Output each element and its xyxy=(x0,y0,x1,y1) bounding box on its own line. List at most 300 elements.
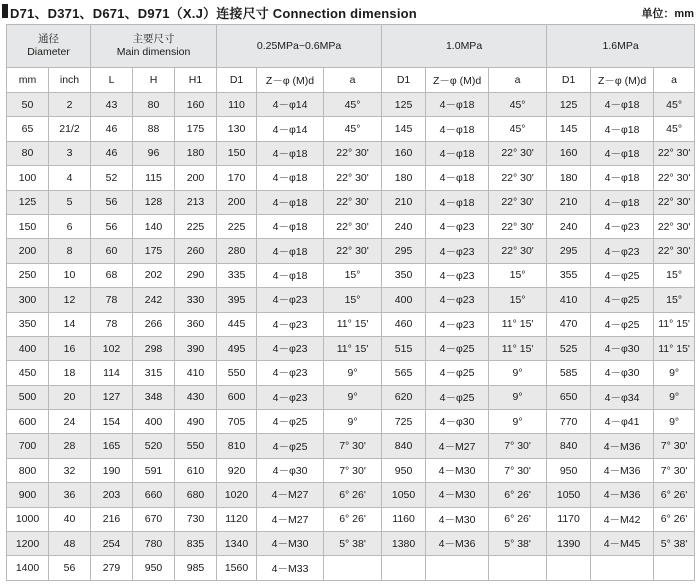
table-cell: 56 xyxy=(49,556,91,580)
table-cell: 6° 26' xyxy=(654,483,695,507)
table-cell: 22° 30' xyxy=(489,141,547,165)
table-cell: 900 xyxy=(7,483,49,507)
table-cell: 4－φ18 xyxy=(257,239,324,263)
table-cell: 395 xyxy=(217,288,257,312)
table-cell: 4－φ18 xyxy=(426,166,489,190)
table-cell: 800 xyxy=(7,458,49,482)
table-cell: 22° 30' xyxy=(654,141,695,165)
table-cell: 11° 15' xyxy=(324,336,382,360)
table-cell: 2 xyxy=(49,93,91,117)
table-cell: 4－φ30 xyxy=(591,361,654,385)
table-cell: 4－φ34 xyxy=(591,385,654,409)
table-cell: 4－φ18 xyxy=(257,190,324,214)
table-cell: 4－φ14 xyxy=(257,117,324,141)
table-cell: 125 xyxy=(547,93,591,117)
table-cell: 780 xyxy=(133,532,175,556)
table-cell: 4－φ14 xyxy=(257,93,324,117)
column-header: Z－φ (M)d xyxy=(426,68,489,93)
table-cell: 32 xyxy=(49,458,91,482)
table-cell: 240 xyxy=(382,214,426,238)
column-header: D1 xyxy=(382,68,426,93)
table-cell: 4－φ23 xyxy=(426,312,489,336)
table-cell: 56 xyxy=(91,214,133,238)
table-row xyxy=(7,214,695,238)
column-header: a xyxy=(654,68,695,93)
table-cell: 21/2 xyxy=(49,117,91,141)
table-cell: 4－φ18 xyxy=(591,166,654,190)
table-cell: 4－φ25 xyxy=(591,312,654,336)
table-cell: 242 xyxy=(133,288,175,312)
table-cell: 78 xyxy=(91,312,133,336)
table-cell: 22° 30' xyxy=(489,239,547,263)
table-cell: 470 xyxy=(547,312,591,336)
table-cell: 290 xyxy=(175,263,217,287)
table-cell: 4－φ18 xyxy=(591,141,654,165)
table-cell: 9° xyxy=(489,410,547,434)
table-cell: 298 xyxy=(133,336,175,360)
table-cell: 4－φ18 xyxy=(426,190,489,214)
table-cell: 65 xyxy=(7,117,49,141)
table-cell: 950 xyxy=(547,458,591,482)
table-cell: 350 xyxy=(382,263,426,287)
table-cell: 11° 15' xyxy=(654,336,695,360)
table-cell: 110 xyxy=(217,93,257,117)
table-cell: 390 xyxy=(175,336,217,360)
table-cell: 7° 30' xyxy=(324,458,382,482)
connection-dimension-table xyxy=(6,24,695,581)
table-cell: 4－φ25 xyxy=(426,361,489,385)
table-cell: 4－φ18 xyxy=(591,93,654,117)
table-cell: 6° 26' xyxy=(654,507,695,531)
table-cell: 4－M45 xyxy=(591,532,654,556)
table-cell: 15° xyxy=(654,263,695,287)
table-cell: 1200 xyxy=(7,532,49,556)
table-cell: 9° xyxy=(489,361,547,385)
table-cell: 1560 xyxy=(217,556,257,580)
table-cell: 45° xyxy=(489,93,547,117)
table-row xyxy=(7,166,695,190)
table-body xyxy=(7,93,695,581)
table-cell: 154 xyxy=(91,410,133,434)
table-cell: 46 xyxy=(91,117,133,141)
table-cell: 445 xyxy=(217,312,257,336)
column-header: D1 xyxy=(217,68,257,93)
table-cell: 150 xyxy=(7,214,49,238)
table-cell: 950 xyxy=(133,556,175,580)
table-cell: 1050 xyxy=(547,483,591,507)
table-cell: 11° 15' xyxy=(489,336,547,360)
table-cell: 225 xyxy=(175,214,217,238)
table-cell: 15° xyxy=(489,288,547,312)
group-header-row xyxy=(7,25,695,68)
table-cell: 8 xyxy=(49,239,91,263)
table-cell: 4－M36 xyxy=(591,483,654,507)
table-cell: 160 xyxy=(175,93,217,117)
table-cell: 4－M36 xyxy=(426,532,489,556)
table-cell: 22° 30' xyxy=(654,214,695,238)
table-cell: 10 xyxy=(49,263,91,287)
table-row xyxy=(7,312,695,336)
table-cell: 4－φ23 xyxy=(257,385,324,409)
pressure-0-6-header: 0.25MPa~0.6MPa xyxy=(217,25,382,68)
table-cell: 180 xyxy=(175,141,217,165)
table-cell: 355 xyxy=(547,263,591,287)
pressure-1-6-header: 1.6MPa xyxy=(547,25,695,68)
table-cell: 114 xyxy=(91,361,133,385)
table-cell: 4－φ30 xyxy=(426,410,489,434)
table-cell: 295 xyxy=(547,239,591,263)
table-cell: 125 xyxy=(7,190,49,214)
table-cell: 4－M27 xyxy=(257,507,324,531)
table-cell: 295 xyxy=(382,239,426,263)
table-cell: 4－φ25 xyxy=(591,263,654,287)
table-cell: 4－φ23 xyxy=(426,239,489,263)
table-cell: 22° 30' xyxy=(654,166,695,190)
table-cell: 705 xyxy=(217,410,257,434)
title-bar xyxy=(0,0,700,24)
table-row xyxy=(7,263,695,287)
column-header: D1 xyxy=(547,68,591,93)
table-cell: 160 xyxy=(382,141,426,165)
table-cell: 22° 30' xyxy=(324,166,382,190)
table-cell: 22° 30' xyxy=(489,166,547,190)
main-dimension-header xyxy=(91,25,217,68)
table-cell: 600 xyxy=(7,410,49,434)
table-cell: 4－φ18 xyxy=(257,141,324,165)
table-cell: 80 xyxy=(7,141,49,165)
table-cell xyxy=(382,556,426,580)
table-cell: 175 xyxy=(133,239,175,263)
table-cell: 6° 26' xyxy=(489,483,547,507)
table-cell: 4－M36 xyxy=(591,458,654,482)
table-cell: 520 xyxy=(133,434,175,458)
table-cell: 96 xyxy=(133,141,175,165)
table-cell: 6° 26' xyxy=(324,507,382,531)
table-cell: 127 xyxy=(91,385,133,409)
table-cell: 150 xyxy=(217,141,257,165)
table-cell: 515 xyxy=(382,336,426,360)
table-cell: 500 xyxy=(7,385,49,409)
table-row xyxy=(7,288,695,312)
table-cell: 4－φ18 xyxy=(257,214,324,238)
table-cell: 9° xyxy=(324,385,382,409)
table-cell: 650 xyxy=(547,385,591,409)
table-cell: 9° xyxy=(654,361,695,385)
table-cell: 4－M30 xyxy=(426,507,489,531)
table-cell: 450 xyxy=(7,361,49,385)
table-cell: 45° xyxy=(489,117,547,141)
table-cell: 22° 30' xyxy=(324,239,382,263)
table-cell: 22° 30' xyxy=(489,190,547,214)
table-cell: 550 xyxy=(175,434,217,458)
table-cell: 4－φ23 xyxy=(591,239,654,263)
table-cell: 591 xyxy=(133,458,175,482)
table-cell: 985 xyxy=(175,556,217,580)
table-cell: 210 xyxy=(382,190,426,214)
table-cell: 4－M27 xyxy=(257,483,324,507)
table-cell: 9° xyxy=(489,385,547,409)
table-cell: 4－φ41 xyxy=(591,410,654,434)
table-cell: 410 xyxy=(175,361,217,385)
table-cell: 45° xyxy=(654,93,695,117)
table-cell: 15° xyxy=(324,288,382,312)
table-cell: 835 xyxy=(175,532,217,556)
title-marker xyxy=(2,4,8,18)
table-cell: 4－M30 xyxy=(257,532,324,556)
table-cell: 4－φ18 xyxy=(257,263,324,287)
table-cell: 495 xyxy=(217,336,257,360)
table-cell: 60 xyxy=(91,239,133,263)
table-cell xyxy=(654,556,695,580)
unit-label: 单位：mm xyxy=(641,8,694,20)
table-cell: 200 xyxy=(175,166,217,190)
table-cell: 525 xyxy=(547,336,591,360)
table-cell: 4－M30 xyxy=(426,483,489,507)
table-cell: 4－φ18 xyxy=(591,190,654,214)
table-cell: 1400 xyxy=(7,556,49,580)
table-cell: 52 xyxy=(91,166,133,190)
table-cell: 460 xyxy=(382,312,426,336)
table-cell: 360 xyxy=(175,312,217,336)
table-cell xyxy=(426,556,489,580)
table-cell: 7° 30' xyxy=(489,458,547,482)
table-cell: 300 xyxy=(7,288,49,312)
table-cell: 254 xyxy=(91,532,133,556)
table-cell: 810 xyxy=(217,434,257,458)
table-row xyxy=(7,532,695,556)
table-cell: 1390 xyxy=(547,532,591,556)
table-cell: 600 xyxy=(217,385,257,409)
column-header: Z－φ (M)d xyxy=(257,68,324,93)
table-cell: 9° xyxy=(324,361,382,385)
unit-header-row xyxy=(7,68,695,93)
table-cell: 680 xyxy=(175,483,217,507)
table-cell: 350 xyxy=(7,312,49,336)
table-cell: 280 xyxy=(217,239,257,263)
table-cell: 348 xyxy=(133,385,175,409)
table-row xyxy=(7,361,695,385)
table-cell: 4－M33 xyxy=(257,556,324,580)
table-cell: 4－φ23 xyxy=(426,214,489,238)
table-cell: 730 xyxy=(175,507,217,531)
table-row xyxy=(7,556,695,580)
table-cell: 840 xyxy=(547,434,591,458)
table-row xyxy=(7,507,695,531)
table-cell: 40 xyxy=(49,507,91,531)
table-cell xyxy=(324,556,382,580)
table-cell: 7° 30' xyxy=(489,434,547,458)
table-cell: 1050 xyxy=(382,483,426,507)
table-row xyxy=(7,483,695,507)
table-cell: 1000 xyxy=(7,507,49,531)
table-cell: 1020 xyxy=(217,483,257,507)
table-cell: 216 xyxy=(91,507,133,531)
table-cell: 22° 30' xyxy=(324,190,382,214)
table-cell: 6 xyxy=(49,214,91,238)
table-cell: 4－φ18 xyxy=(426,117,489,141)
table-cell: 210 xyxy=(547,190,591,214)
table-cell: 279 xyxy=(91,556,133,580)
table-cell: 5° 38' xyxy=(489,532,547,556)
table-cell: 1340 xyxy=(217,532,257,556)
column-header: mm xyxy=(7,68,49,93)
table-cell: 15° xyxy=(654,288,695,312)
main-dimension-header-en: Main dimension xyxy=(116,46,191,58)
table-cell xyxy=(547,556,591,580)
table-cell: 128 xyxy=(133,190,175,214)
table-cell: 11° 15' xyxy=(654,312,695,336)
table-cell: 4－φ23 xyxy=(257,361,324,385)
table-cell: 102 xyxy=(91,336,133,360)
column-header: H xyxy=(133,68,175,93)
table-cell: 4－φ25 xyxy=(426,385,489,409)
table-cell: 4－φ23 xyxy=(591,214,654,238)
table-cell: 670 xyxy=(133,507,175,531)
pressure-1-0-header: 1.0MPa xyxy=(382,25,547,68)
table-cell: 45° xyxy=(324,117,382,141)
table-cell: 660 xyxy=(133,483,175,507)
table-cell: 46 xyxy=(91,141,133,165)
table-cell: 18 xyxy=(49,361,91,385)
table-cell: 22° 30' xyxy=(654,239,695,263)
table-cell: 4－φ25 xyxy=(257,434,324,458)
table-cell: 7° 30' xyxy=(324,434,382,458)
table-cell: 4－φ18 xyxy=(591,117,654,141)
table-cell: 16 xyxy=(49,336,91,360)
table-cell: 160 xyxy=(547,141,591,165)
column-header: H1 xyxy=(175,68,217,93)
table-row xyxy=(7,434,695,458)
table-cell: 130 xyxy=(217,117,257,141)
table-cell: 11° 15' xyxy=(324,312,382,336)
column-header: a xyxy=(489,68,547,93)
table-cell: 4－φ23 xyxy=(257,336,324,360)
table-cell: 56 xyxy=(91,190,133,214)
table-cell: 180 xyxy=(382,166,426,190)
table-cell: 78 xyxy=(91,288,133,312)
table-cell: 6° 26' xyxy=(324,483,382,507)
table-cell: 15° xyxy=(324,263,382,287)
table-row xyxy=(7,239,695,263)
table-cell: 610 xyxy=(175,458,217,482)
table-cell: 4－φ18 xyxy=(426,141,489,165)
table-cell: 48 xyxy=(49,532,91,556)
table-cell: 50 xyxy=(7,93,49,117)
table-cell: 4－M36 xyxy=(591,434,654,458)
table-cell: 3 xyxy=(49,141,91,165)
table-cell: 9° xyxy=(654,410,695,434)
table-row xyxy=(7,385,695,409)
table-cell: 45° xyxy=(324,93,382,117)
table-row xyxy=(7,93,695,117)
table-cell: 770 xyxy=(547,410,591,434)
table-cell: 4－φ23 xyxy=(426,263,489,287)
column-header: a xyxy=(324,68,382,93)
table-cell: 4－φ25 xyxy=(426,336,489,360)
table-cell: 22° 30' xyxy=(654,190,695,214)
table-row xyxy=(7,190,695,214)
table-cell: 9° xyxy=(324,410,382,434)
table-cell: 266 xyxy=(133,312,175,336)
table-row xyxy=(7,117,695,141)
table-row xyxy=(7,141,695,165)
table-cell: 260 xyxy=(175,239,217,263)
table-cell: 330 xyxy=(175,288,217,312)
table-cell: 165 xyxy=(91,434,133,458)
column-header: L xyxy=(91,68,133,93)
table-cell: 550 xyxy=(217,361,257,385)
table-cell xyxy=(591,556,654,580)
table-cell: 125 xyxy=(382,93,426,117)
table-cell: 145 xyxy=(547,117,591,141)
table-cell: 4－M27 xyxy=(426,434,489,458)
table-cell: 9° xyxy=(654,385,695,409)
table-cell: 203 xyxy=(91,483,133,507)
table-cell: 4－M42 xyxy=(591,507,654,531)
table-cell: 145 xyxy=(382,117,426,141)
table-cell: 22° 30' xyxy=(324,141,382,165)
table-cell: 430 xyxy=(175,385,217,409)
page-title: D71、D371、D671、D971（X.J）连接尺寸 Connection dimension xyxy=(10,6,417,21)
table-cell: 200 xyxy=(217,190,257,214)
table-cell: 15° xyxy=(489,263,547,287)
table-cell: 68 xyxy=(91,263,133,287)
table-cell: 28 xyxy=(49,434,91,458)
table-cell: 4－φ18 xyxy=(426,93,489,117)
table-cell: 250 xyxy=(7,263,49,287)
table-cell: 5° 38' xyxy=(324,532,382,556)
main-dimension-header-zh: 主要尺寸 xyxy=(132,33,175,45)
table-cell: 22° 30' xyxy=(324,214,382,238)
table-cell: 180 xyxy=(547,166,591,190)
table-cell: 200 xyxy=(7,239,49,263)
table-cell: 100 xyxy=(7,166,49,190)
table-cell: 5° 38' xyxy=(654,532,695,556)
table-cell: 1380 xyxy=(382,532,426,556)
table-cell: 22° 30' xyxy=(489,214,547,238)
table-cell: 213 xyxy=(175,190,217,214)
table-cell: 620 xyxy=(382,385,426,409)
table-cell: 115 xyxy=(133,166,175,190)
table-cell: 5 xyxy=(49,190,91,214)
table-cell: 700 xyxy=(7,434,49,458)
table-cell: 4－φ23 xyxy=(426,288,489,312)
table-cell: 1120 xyxy=(217,507,257,531)
table-cell: 920 xyxy=(217,458,257,482)
table-cell: 490 xyxy=(175,410,217,434)
table-cell: 400 xyxy=(133,410,175,434)
table-cell: 7° 30' xyxy=(654,434,695,458)
table-cell: 24 xyxy=(49,410,91,434)
table-cell: 14 xyxy=(49,312,91,336)
table-cell: 315 xyxy=(133,361,175,385)
table-cell: 20 xyxy=(49,385,91,409)
table-cell: 12 xyxy=(49,288,91,312)
table-cell: 4－φ23 xyxy=(257,312,324,336)
table-cell: 840 xyxy=(382,434,426,458)
table-cell: 400 xyxy=(7,336,49,360)
table-cell: 36 xyxy=(49,483,91,507)
table-cell: 400 xyxy=(382,288,426,312)
column-header: Z－φ (M)d xyxy=(591,68,654,93)
table-cell: 88 xyxy=(133,117,175,141)
table-cell: 4－φ25 xyxy=(257,410,324,434)
table-cell: 140 xyxy=(133,214,175,238)
table-cell: 4－φ25 xyxy=(591,288,654,312)
table-cell: 225 xyxy=(217,214,257,238)
table-cell: 410 xyxy=(547,288,591,312)
table-cell: 725 xyxy=(382,410,426,434)
